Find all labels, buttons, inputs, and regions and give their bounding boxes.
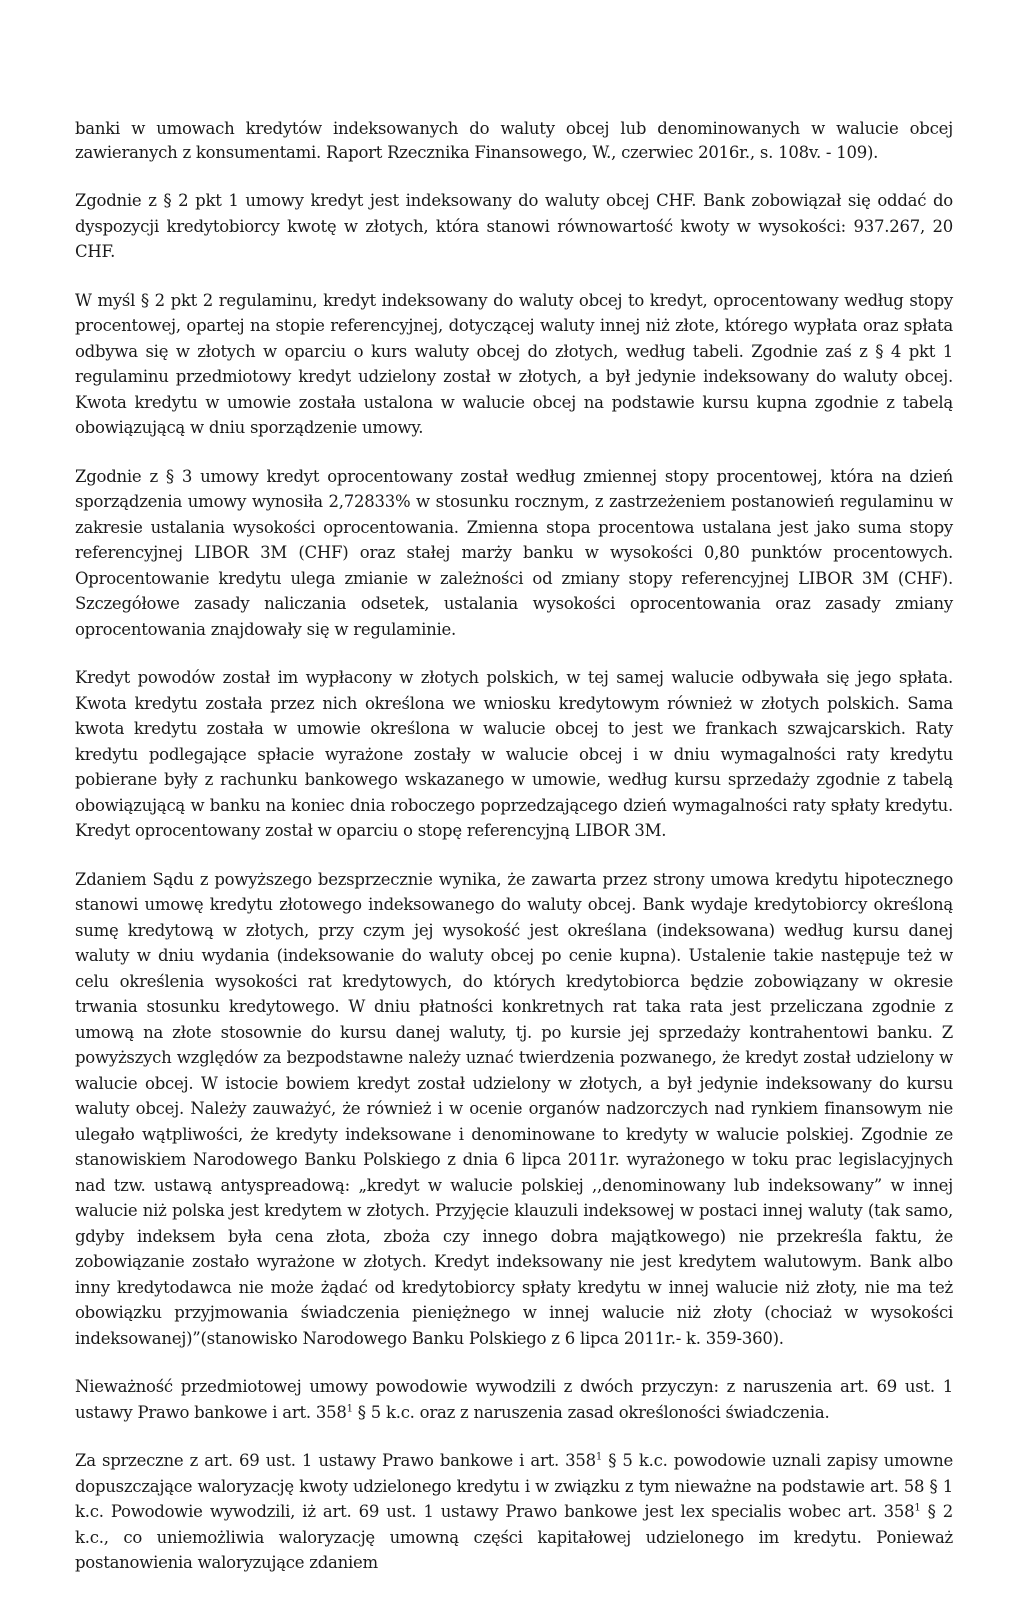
paragraph-7: [75, 1374, 953, 1425]
paragraph-8: [75, 1448, 953, 1576]
paragraph-8-text-a: Za sprzeczne z art. 69 ust. 1 ustawy Prawo bankowe i art. 358: [75, 1451, 596, 1470]
paragraph-3: W myśl § 2 pkt 2 regulaminu, kredyt indeksowany do waluty obcej to kredyt, oprocentowany według stopy procentowej, opartej na stopie referencyjnej, dotyczącej waluty innej niż złote, którego wypłata oraz spłata odbywa się w złotych w oparciu o kurs waluty obcej do złotych, według tabeli. Zgodnie zaś z § 4 pkt 1 regulaminu przedmiotowy kredyt udzielony został w złotych, a był jedynie indeksowany do waluty obcej. Kwota kredytu w umowie została ustalona w walucie obcej na podstawie kursu kupna zgodnie z tabelą obowiązującą w dniu sporządzenie umowy.: [75, 290, 953, 437]
document-page: [75, 117, 953, 1599]
paragraph-7-superscript: 1: [346, 1403, 353, 1414]
paragraph-8-text-b: § 5 k.c. powodowie uznali zapisy umowne dopuszczające waloryzację kwoty udzielonego kredytu i w związku z tym nieważne na podstawie art. 58 § 1 k.c. Powodowie wywodzili, iż art. 69 ust. 1 ustawy Prawo bankowe jest lex specialis wobec art. 358: [75, 1451, 953, 1521]
paragraph-8-superscript-1: 1: [595, 1451, 603, 1463]
paragraph-8-text-c: § 2 k.c., co uniemożliwia waloryzację umowną części kapitałowej udzielonego im kredytu. Ponieważ postanowienia waloryzujące zdaniem: [75, 1502, 953, 1572]
paragraph-2: Zgodnie z § 2 pkt 1 umowy kredyt jest indeksowany do waluty obcej CHF. Bank zobowiązał się oddać do dyspozycji kredytobiorcy kwotę w złotych, która stanowi równowartość kwoty w wysokości: 937.267, 20 CHF.: [75, 191, 953, 261]
paragraph-1: banki w umowach kredytów indeksowanych do waluty obcej lub denominowanych w walucie obcej zawieranych z konsumentami. Raport Rzecznika Finansowego, W., czerwiec 2016r., s. 108v. - 109).: [75, 119, 953, 162]
paragraph-5: Kredyt powodów został im wypłacony w złotych polskich, w tej samej walucie odbywała się jego spłata. Kwota kredytu została przez nich określona we wniosku kredytowym również w złotych polskich. Sama kwota kredytu została w umowie określona w walucie obcej to jest we frankach szwajcarskich. Raty kredytu podlegające spłacie wyrażone zostały w walucie obcej i w dniu wymagalności raty kredytu pobierane były z rachunku bankowego wskazanego w umowie, według kursu sprzedaży zgodnie z tabelą obowiązującą w banku na koniec dnia roboczego poprzedzającego dzień wymagalności raty spłaty kredytu. Kredyt oprocentowany został w oparciu o stopę referencyjną LIBOR 3M.: [75, 668, 953, 840]
paragraph-6: Zdaniem Sądu z powyższego bezsprzecznie wynika, że zawarta przez strony umowa kredytu hipotecznego stanowi umowę kredytu złotowego indeksowanego do waluty obcej. Bank wydaje kredytobiorcy określoną sumę kredytową w złotych, przy czym jej wysokość jest określana (indeksowana) według kursu danej waluty w dniu wydania (indeksowanie do waluty obcej po cenie kupna). Ustalenie takie następuje też w celu określenia wysokości rat kredytowych, do których kredytobiorca będzie zobowiązany w okresie trwania stosunku kredytowego. W dniu płatności konkretnych rat taka rata jest przeliczana zgodnie z umową na złote stosownie do kursu danej waluty, tj. po kursie jej sprzedaży kontrahentowi banku. Z powyższych względów za bezpodstawne należy uznać twierdzenia pozwanego, że kredyt został udzielony w walucie obcej. W istocie bowiem kredyt został udzielony w złotych, a był jedynie indeksowany do kursu waluty obcej. Należy zauważyć, że również i w ocenie organów nadzorczych nad rynkiem finansowym nie ulegało wątpliwości, że kredyty indeksowane i denominowane to kredyty w walucie polskiej. Zgodnie ze stanowiskiem Narodowego Banku Polskiego z dnia 6 lipca 2011r. wyrażonego w toku prac legislacyjnych nad tzw. ustawą antyspreadową: „kredyt w walucie polskiej ,,denominowany lub indeksowany” w innej walucie niż polska jest kredytem w złotych. Przyjęcie klauzuli indeksowej w postaci innej waluty (tak samo, gdyby indeksem była cena złota, zboża czy innego dobra majątkowego) nie przekreśla faktu, że zobowiązanie zostało wyrażone w złotych. Kredyt indeksowany nie jest kredytem walutowym. Bank albo inny kredytodawca nie może żądać od kredytobiorcy spłaty kredytu w innej walucie niż złoty, nie ma też obowiązku przyjmowania świadczenia pieniężnego w innej walucie niż złoty (chociaż w wysokości indeksowanej)”(stanowisko Narodowego Banku Polskiego z 6 lipca 2011r.- k. 359-360).: [75, 869, 953, 1348]
paragraph-8-superscript-2: 1: [914, 1502, 921, 1514]
paragraph-7-text-a: Nieważność przedmiotowej umowy powodowie wywodzili z dwóch przyczyn: z naruszenia art. 69 ust. 1 ustawy Prawo bankowe i art. 358: [75, 1377, 953, 1422]
paragraph-4: Zgodnie z § 3 umowy kredyt oprocentowany został według zmiennej stopy procentowej, która na dzień sporządzenia umowy wynosiła 2,72833% w stosunku rocznym, z zastrzeżeniem postanowień regulaminu w zakresie ustalania wysokości oprocentowania. Zmienna stopa procentowa ustalana jest jako suma stopy referencyjnej LIBOR 3M (CHF) oraz stałej marży banku w wysokości 0,80 punktów procentowych. Oprocentowanie kredytu ulega zmianie w zależności od zmiany stopy referencyjnej LIBOR 3M (CHF). Szczegółowe zasady naliczania odsetek, ustalania wysokości oprocentowania oraz zasady zmiany oprocentowania znajdowały się w regulaminie.: [75, 466, 953, 639]
paragraph-7-text-b: § 5 k.c. oraz z naruszenia zasad określoności świadczenia.: [352, 1402, 830, 1422]
